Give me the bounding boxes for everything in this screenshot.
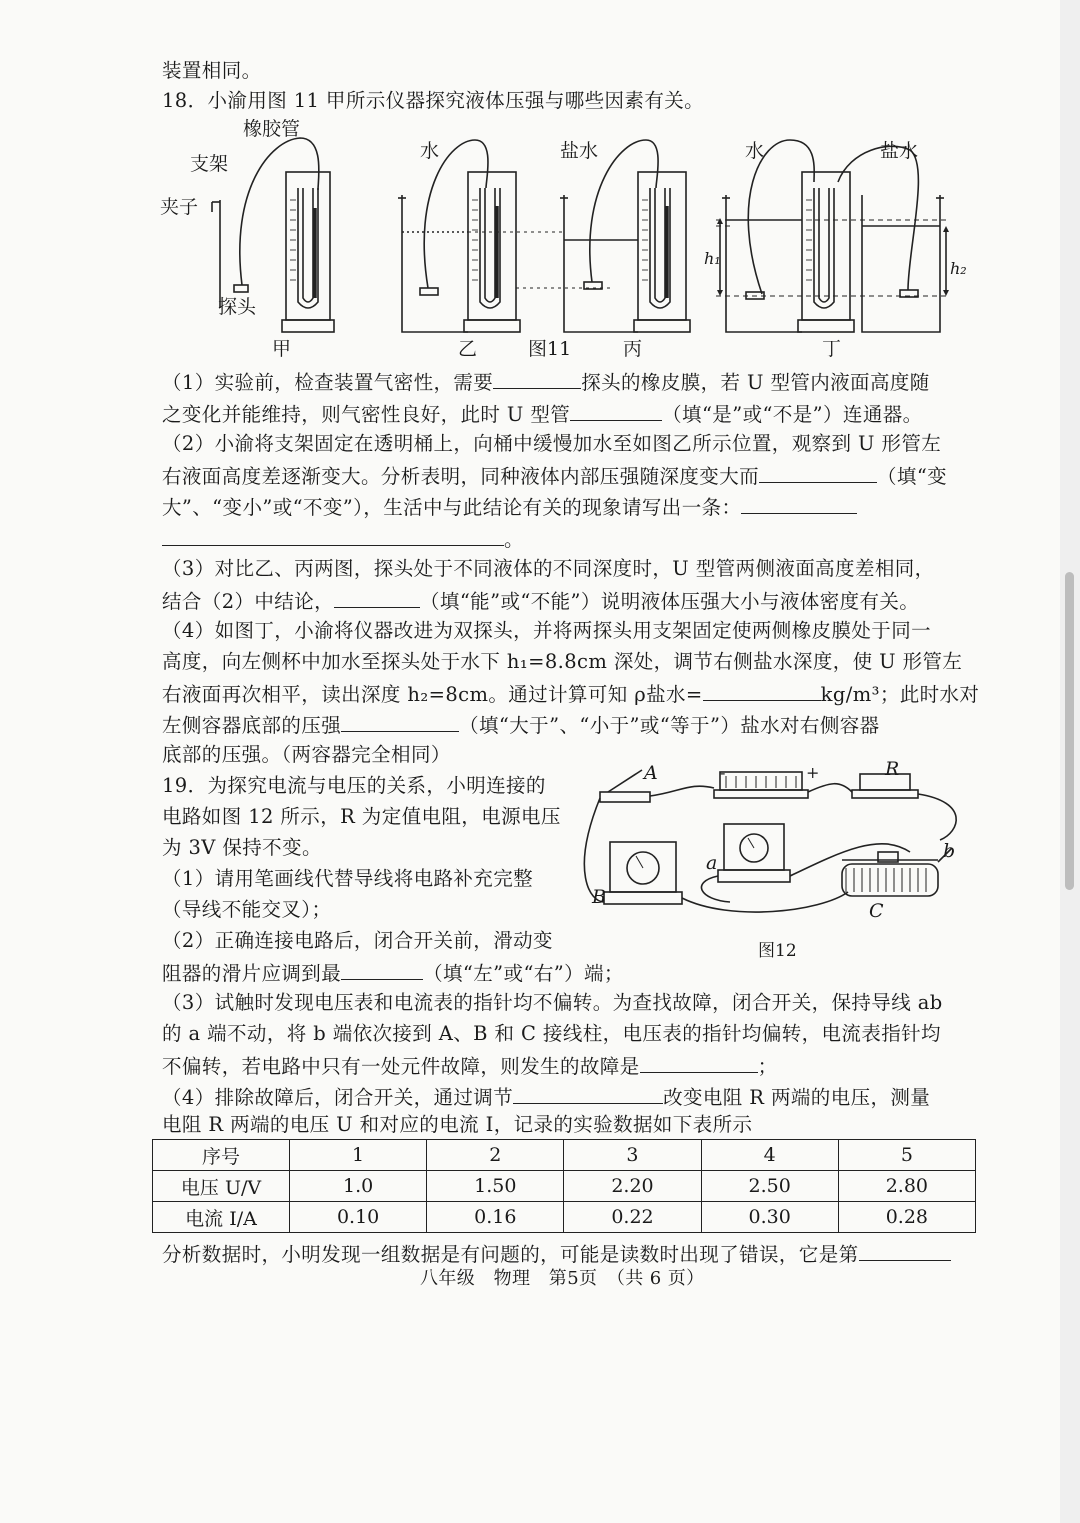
- h1-label: h₁: [704, 249, 721, 268]
- page-footer: 八年级 物理 第5页 （共 6 页）: [420, 1268, 705, 1289]
- answer-blank[interactable]: [859, 1238, 951, 1261]
- text: 右液面高度差逐渐变大。分析表明，同种液体内部压强随深度变大而: [162, 465, 760, 488]
- answer-blank[interactable]: [513, 1081, 663, 1104]
- q18-4-line3: [162, 678, 979, 710]
- text: （填“能”或“不能”）说明液体压强大小与液体密度有关。: [420, 590, 920, 613]
- table-cell: 3: [564, 1140, 701, 1171]
- text: 改变电阻 R 两端的电压，测量: [663, 1086, 931, 1109]
- table-header-row: [153, 1140, 976, 1171]
- table-cell: 电流 I/A: [153, 1202, 290, 1233]
- q18-4-line1: （4）如图丁，小渝将仪器改进为双探头，并将两探头用支架固定使两侧橡皮膜处于同一: [162, 619, 932, 642]
- q19-1-line2: （导线不能交叉）；: [162, 898, 332, 921]
- text: 。: [504, 528, 524, 551]
- q18-4-line5: 底部的压强。（两容器完全相同）: [162, 743, 451, 766]
- table-cell: 1.0: [290, 1171, 427, 1202]
- table-cell: 序号: [153, 1140, 290, 1171]
- answer-blank[interactable]: [759, 460, 877, 483]
- q18-2-line4: [162, 523, 524, 555]
- q19-4-line2: 电阻 R 两端的电压 U 和对应的电流 I，记录的实验数据如下表所示: [162, 1113, 753, 1136]
- terminal-C-label: C: [869, 900, 884, 922]
- q18-1-line1: [162, 366, 930, 398]
- q18-2-line2: [162, 460, 947, 492]
- water-label-b: 水: [420, 140, 440, 162]
- table-cell: 5: [838, 1140, 975, 1171]
- answer-blank[interactable]: [162, 523, 504, 546]
- text: kg/m³；此时水对: [820, 683, 980, 706]
- saltwater-label-d: 盐水: [880, 140, 919, 162]
- text: 分析数据时，小明发现一组数据是有问题的，可能是读数时出现了错误，它是第: [162, 1243, 859, 1266]
- q19-3-line2: 的 a 端不动，将 b 端依次接到 A、B 和 C 接线柱，电压表的指针均偏转，电流表指针均: [162, 1022, 941, 1045]
- question-19-line3: 为 3V 保持不变。: [162, 836, 322, 859]
- panel-label-ding: 丁: [822, 338, 842, 360]
- text: 左侧容器底部的压强: [162, 714, 342, 737]
- q18-3-line2: [162, 585, 919, 617]
- stand-label: 支架: [190, 153, 229, 175]
- answer-blank[interactable]: [570, 398, 662, 421]
- text: （填“变: [877, 465, 948, 488]
- text: 右液面再次相平，读出深度 h₂=8cm。通过计算可知 ρ盐水=: [162, 683, 703, 706]
- panel-label-bing: 丙: [623, 338, 643, 360]
- text: （填“是”或“不是”）连通器。: [662, 403, 923, 426]
- text: 大”、“变小”或“不变”），生活中与此结论有关的现象请写出一条：: [162, 496, 742, 519]
- table-cell: 2.80: [838, 1171, 975, 1202]
- h2-label: h₂: [950, 259, 967, 278]
- q19-2-line2: [162, 957, 624, 989]
- wire-end-a-label: a: [706, 852, 718, 874]
- text: （填“大于”、“小于”或“等于”）盐水对右侧容器: [459, 714, 880, 737]
- q19-3-line1: （3）试触时发现电压表和电流表的指针均不偏转。为查找故障，闭合开关，保持导线 ab: [162, 991, 943, 1014]
- q18-3-line1: （3）对比乙、丙两图，探头处于不同液体的不同深度时，U 型管两侧液面高度差相同，: [162, 557, 935, 580]
- text: 阻器的滑片应调到最: [162, 962, 342, 985]
- q18-1-line2: [162, 398, 923, 430]
- answer-blank[interactable]: [493, 366, 581, 389]
- q18-2-line1: （2）小渝将支架固定在透明桶上，向桶中缓慢加水至如图乙所示位置，观察到 U 形管左: [162, 432, 942, 455]
- rubber-tube-label: 橡胶管: [243, 118, 301, 140]
- data-table: [152, 1139, 976, 1233]
- table-cell: 0.16: [427, 1202, 564, 1233]
- scrollbar-thumb[interactable]: [1065, 572, 1074, 890]
- table-cell: 1: [290, 1140, 427, 1171]
- text: 不偏转，若电路中只有一处元件故障，则发生的故障是: [162, 1055, 640, 1078]
- q19-1-line1: （1）请用笔画线代替导线将电路补充完整: [162, 867, 534, 890]
- scrollbar[interactable]: [1060, 0, 1080, 1523]
- text: （4）排除故障后，闭合开关，通过调节: [162, 1086, 514, 1109]
- terminal-B-label: B: [592, 886, 606, 908]
- q18-4-line2: 高度，向左侧杯中加水至探头处于水下 h₁=8.8cm 深处，调节右侧盐水深度，使 U 形管左: [162, 650, 963, 673]
- table-cell: 1.50: [427, 1171, 564, 1202]
- battery-plus-label: +: [806, 763, 820, 782]
- question-18-title: 18．小渝用图 11 甲所示仪器探究液体压强与哪些因素有关。: [162, 89, 705, 112]
- text-line: 装置相同。: [162, 59, 262, 82]
- panel-label-yi: 乙: [458, 338, 478, 360]
- figure-12-caption: 图12: [758, 941, 797, 961]
- clamp-label: 夹子: [160, 196, 199, 218]
- wire-end-b-label: b: [943, 840, 956, 862]
- text: ；: [757, 1055, 778, 1078]
- table-cell: 2.20: [564, 1171, 701, 1202]
- table-row: [153, 1171, 976, 1202]
- q19-3-line3: [162, 1050, 778, 1082]
- text: 之变化并能维持，则气密性良好，此时 U 型管: [162, 403, 571, 426]
- table-cell: 0.30: [701, 1202, 838, 1233]
- answer-blank[interactable]: [703, 678, 821, 701]
- battery-minus-label: -: [720, 763, 726, 782]
- q19-2-line1: （2）正确连接电路后，闭合开关前，滑动变: [162, 929, 553, 952]
- answer-blank[interactable]: [341, 709, 459, 732]
- text: 探头的橡皮膜，若 U 型管内液面高度随: [581, 371, 930, 394]
- table-cell: 4: [701, 1140, 838, 1171]
- saltwater-label-c: 盐水: [560, 140, 599, 162]
- figure-12-circuit: [580, 752, 980, 960]
- table-cell: 2.50: [701, 1171, 838, 1202]
- table-cell: 2: [427, 1140, 564, 1171]
- question-19-line1: 19．为探究电流与电压的关系，小明连接的: [162, 774, 546, 797]
- text: （1）实验前，检查装置气密性，需要: [162, 371, 494, 394]
- answer-blank[interactable]: [741, 491, 857, 514]
- q18-2-line3: [162, 491, 857, 523]
- answer-blank[interactable]: [341, 957, 423, 980]
- table-cell: 0.10: [290, 1202, 427, 1233]
- terminal-A-label: A: [644, 762, 658, 784]
- panel-label-jia: 甲: [272, 338, 292, 360]
- q18-4-line4: [162, 709, 880, 741]
- table-cell: 0.22: [564, 1202, 701, 1233]
- table-row: [153, 1202, 976, 1233]
- text: （填“左”或“右”）端；: [423, 962, 624, 985]
- q19-4-line1: [162, 1081, 930, 1113]
- figure-11-caption: 图11: [528, 338, 572, 360]
- probe-label: 探头: [218, 296, 257, 318]
- water-label-d: 水: [745, 140, 765, 162]
- question-19-line2: 电路如图 12 所示，R 为定值电阻，电源电压: [162, 805, 561, 828]
- text: 结合（2）中结论，: [162, 590, 335, 613]
- answer-blank[interactable]: [334, 585, 420, 608]
- table-cell: 电压 U/V: [153, 1171, 290, 1202]
- answer-blank[interactable]: [640, 1050, 758, 1073]
- resistor-R-label: R: [885, 758, 900, 780]
- table-cell: 0.28: [838, 1202, 975, 1233]
